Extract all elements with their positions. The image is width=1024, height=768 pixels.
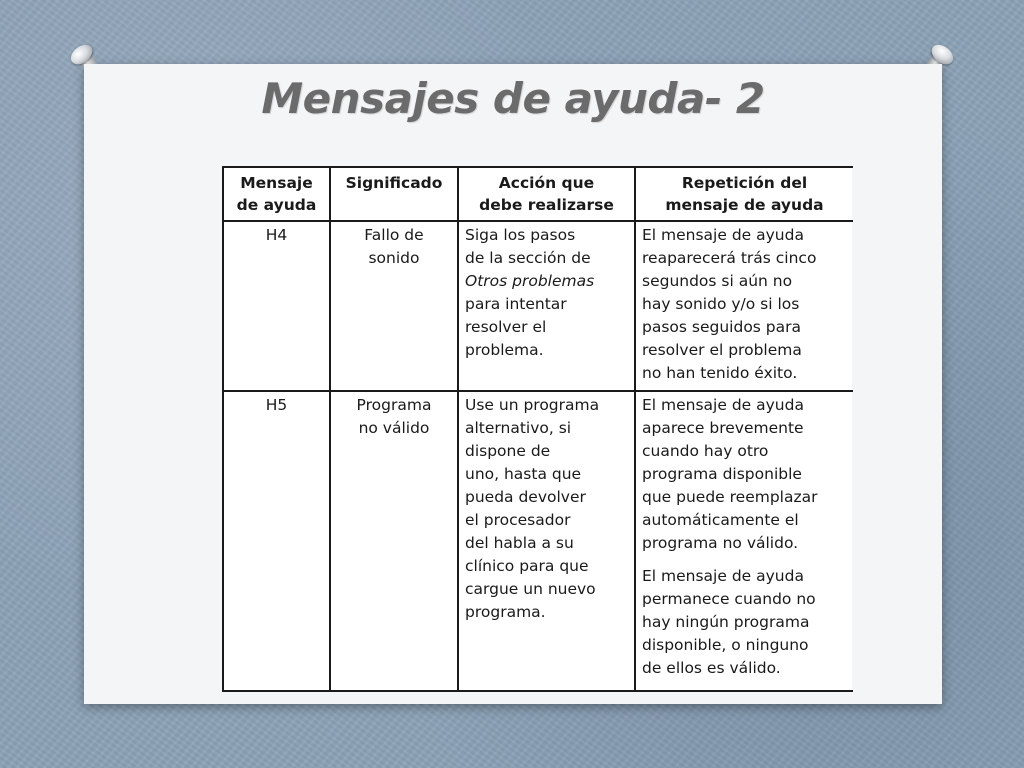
slide-title: Mensajes de ayuda- 2 <box>261 74 765 123</box>
table-header-row <box>223 167 853 221</box>
action-emphasis: Otros problemas <box>465 272 595 290</box>
repetition-paragraph: El mensaje de ayuda aparece brevemente cuando hay otro programa disponible que puede reemplazar automáticamente el programa no válido. <box>642 396 818 552</box>
cell-action <box>458 391 635 691</box>
table-row <box>223 391 853 691</box>
header-help-message: Mensaje de ayuda <box>223 167 330 221</box>
cell-code: H5 <box>223 391 330 691</box>
header-meaning: Significado <box>330 167 458 221</box>
action-text-continued: para intentar resolver el problema. <box>465 295 567 359</box>
cell-repetition <box>635 391 853 691</box>
header-action: Acción que debe realizarse <box>458 167 635 221</box>
cell-repetition <box>635 221 853 391</box>
action-text: Use un programa alternativo, si dispone de uno, hasta que pueda devolver el procesador del habla a su clínico para que cargue un nuevo programa. <box>465 396 600 621</box>
action-text: Siga los pasos de la sección de <box>465 226 591 267</box>
table-row <box>223 221 853 391</box>
cell-action <box>458 221 635 391</box>
repetition-paragraph: El mensaje de ayuda permanece cuando no hay ningún programa disponible, o ninguno de ellos es válido. <box>642 567 816 677</box>
cell-meaning: Fallo de sonido <box>330 221 458 391</box>
help-messages-table-container <box>222 166 852 692</box>
repetition-paragraph: El mensaje de ayuda reaparecerá trás cinco segundos si aún no hay sonido y/o si los pasos seguidos para resolver el problema no han tenido éxito. <box>642 226 817 382</box>
cell-meaning: Programa no válido <box>330 391 458 691</box>
cell-code: H4 <box>223 221 330 391</box>
header-repetition: Repetición del mensaje de ayuda <box>635 167 853 221</box>
help-messages-table <box>222 166 853 692</box>
